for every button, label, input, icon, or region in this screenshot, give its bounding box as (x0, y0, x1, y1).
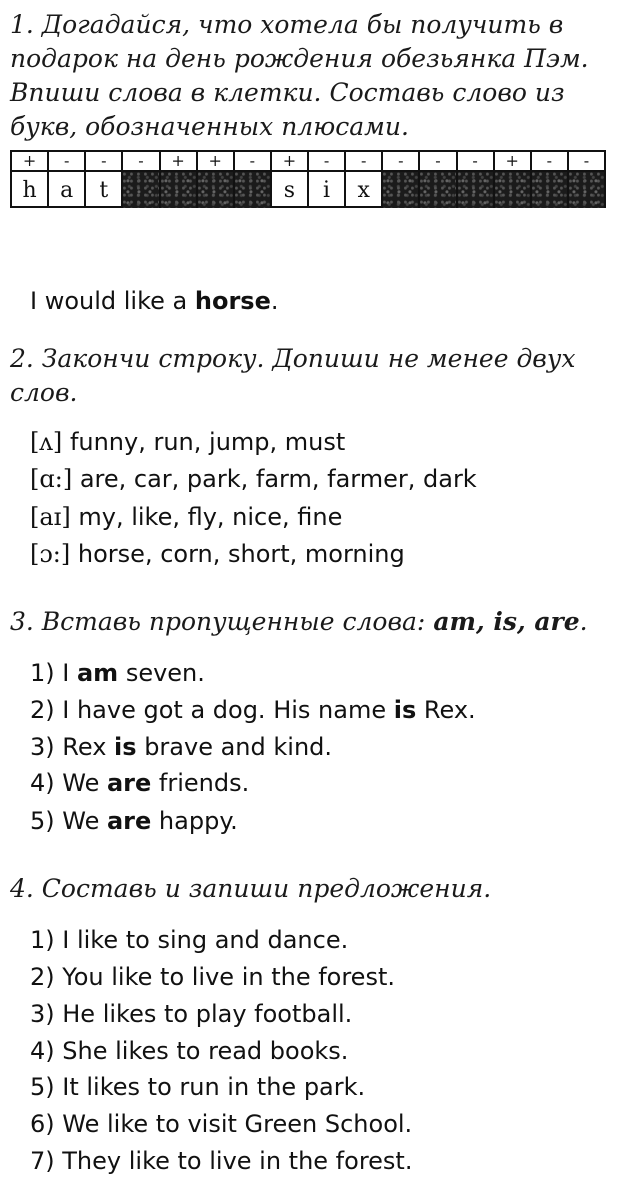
answer-word: horse (194, 287, 271, 315)
grid-sign: - (532, 152, 569, 170)
grid-letter: x (346, 172, 383, 208)
phoneme-words: my, like, fly, nice, fine (78, 503, 343, 531)
item-number: 3) (30, 733, 63, 761)
phoneme-words: are, car, park, farm, farmer, dark (79, 465, 477, 493)
grid-letter-shaded (569, 172, 604, 208)
grid-sign: - (49, 152, 86, 170)
phoneme-words: horse, corn, short, morning (77, 540, 405, 568)
grid-sign: - (123, 152, 160, 170)
list-item (30, 695, 476, 725)
grid-letter: i (309, 172, 346, 208)
task3-heading-suffix: . (579, 607, 588, 636)
item-text: happy. (151, 807, 238, 835)
item-text: We (62, 769, 107, 797)
list-item: 6) We like to visit Green School. (30, 1110, 413, 1138)
task3-heading-text: 3. Вставь пропущенные слова: (10, 607, 434, 636)
list-item (30, 768, 249, 798)
phoneme-line (30, 502, 342, 532)
grid-letter: s (272, 172, 309, 208)
grid-sign: - (383, 152, 420, 170)
item-answer: are (106, 769, 152, 797)
answer-suffix: . (270, 287, 279, 315)
item-number: 1) (30, 659, 63, 687)
answer-prefix: I would like a (30, 287, 195, 315)
task2-heading: 2. Закончи строку. Допиши не менее двух слов. (10, 344, 576, 407)
grid-letter-shaded (420, 172, 457, 208)
grid-letter-shaded (383, 172, 420, 208)
list-item (30, 658, 205, 688)
task3-heading-words: am, is, are (433, 607, 580, 636)
grid-sign: + (161, 152, 198, 170)
item-text: We (62, 807, 107, 835)
grid-sign: - (583, 151, 590, 170)
phoneme: [ɔ:] (30, 540, 71, 568)
item-text: I have got a dog. His name (62, 696, 394, 724)
grid-sign: - (235, 152, 272, 170)
list-item: 3) He likes to play football. (30, 1000, 353, 1028)
task1-heading: 1. Догадайся, что хотела бы получить в подарок на день рождения обезьянка Пэм. Впиши слова в клетки. Составь слово из букв, обозначенных плюсами. (10, 10, 589, 141)
phoneme: [aɪ] (30, 503, 71, 531)
item-answer: is (393, 696, 417, 724)
grid-sign: - (458, 152, 495, 170)
item-text: brave and kind. (136, 733, 333, 761)
grid-sign: - (420, 152, 457, 170)
grid-sign: - (309, 152, 346, 170)
grid-sign: + (495, 152, 532, 170)
list-item: 5) It likes to run in the park. (30, 1073, 366, 1101)
grid-signs-row (12, 152, 604, 172)
grid-letter-shaded (235, 172, 272, 208)
item-answer: am (76, 659, 119, 687)
item-number: 5) (30, 807, 63, 835)
item-answer: are (106, 807, 152, 835)
item-text: I (62, 659, 77, 687)
task3-heading (10, 605, 622, 639)
grid-sign: + (12, 152, 49, 170)
crossword-grid (10, 150, 606, 208)
grid-letter-shaded (161, 172, 198, 208)
phoneme-line (30, 464, 477, 494)
phoneme: [ʌ] (30, 428, 63, 456)
item-number: 2) (30, 696, 63, 724)
phoneme-words: funny, run, jump, must (69, 428, 346, 456)
phoneme-line (30, 539, 405, 569)
item-text: friends. (151, 769, 250, 797)
grid-sign: + (198, 152, 235, 170)
grid-letter: t (86, 172, 123, 208)
grid-letters-row (12, 172, 604, 208)
item-text: Rex (62, 733, 115, 761)
grid-letter-shaded (532, 172, 569, 208)
grid-sign: - (346, 152, 383, 170)
grid-letter-shaded (495, 172, 532, 208)
list-item: 1) I like to sing and dance. (30, 926, 349, 954)
grid-letter-shaded (123, 172, 160, 208)
grid-sign: + (272, 152, 309, 170)
grid-letter: a (49, 172, 86, 208)
grid-letter-shaded (458, 172, 495, 208)
grid-sign: - (86, 152, 123, 170)
grid-letter-shaded (198, 172, 235, 208)
task1-answer (30, 286, 279, 316)
item-number: 4) (30, 769, 63, 797)
grid-letter: h (12, 172, 49, 208)
list-item: 4) She likes to read books. (30, 1037, 349, 1065)
list-item (30, 732, 332, 762)
task4-heading: 4. Составь и запиши предложения. (10, 874, 492, 903)
item-answer: is (114, 733, 137, 761)
phoneme-line (30, 427, 345, 457)
list-item (30, 806, 238, 836)
list-item: 7) They like to live in the forest. (30, 1147, 413, 1175)
phoneme: [ɑ:] (30, 465, 73, 493)
list-item: 2) You like to live in the forest. (30, 963, 395, 991)
item-text: Rex. (416, 696, 476, 724)
item-text: seven. (118, 659, 205, 687)
